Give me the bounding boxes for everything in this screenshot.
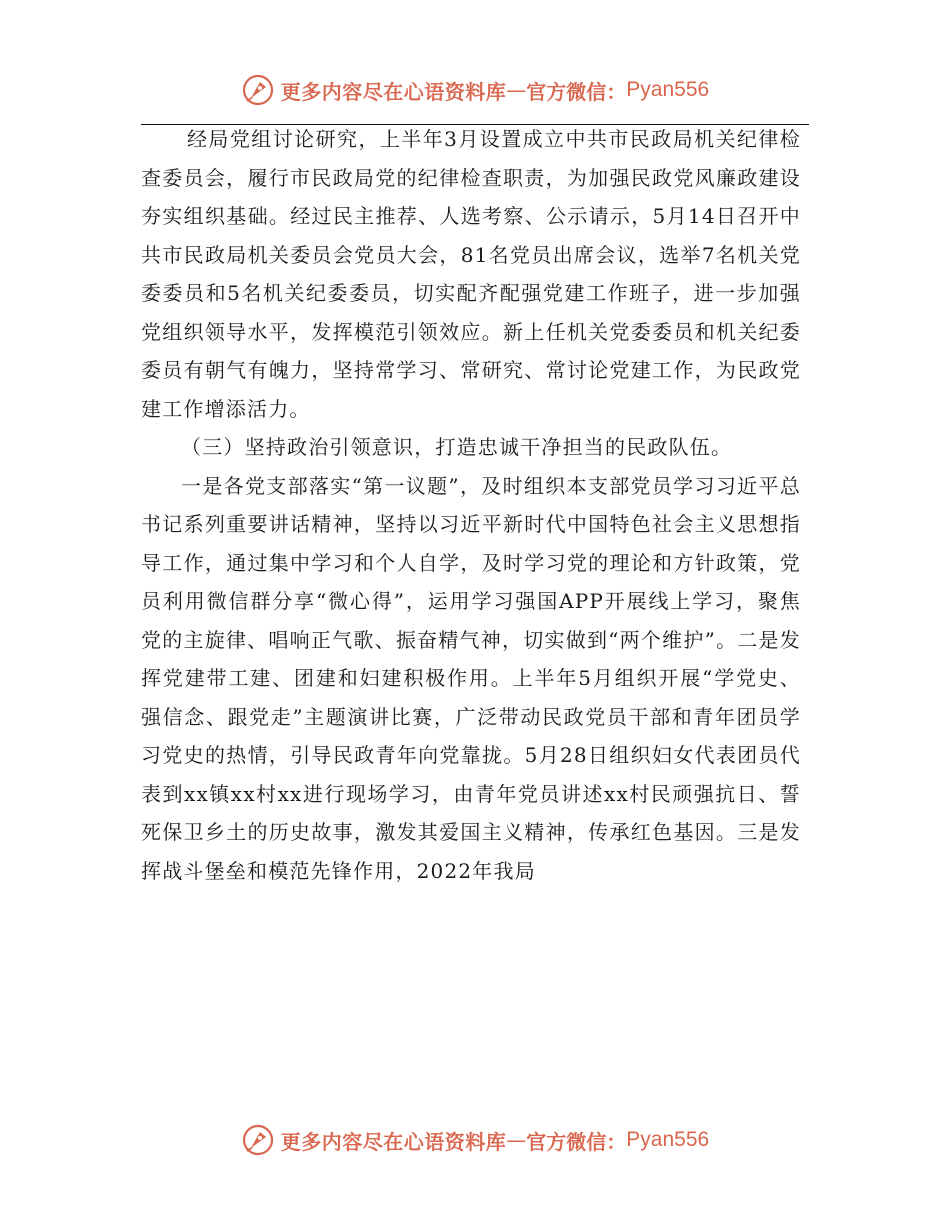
- header-watermark-banner: [0, 70, 950, 110]
- banner-wechat-id: Pyan556: [626, 1128, 710, 1151]
- banner-separator: —: [506, 78, 527, 102]
- banner-wechat-label: 官方微信：: [526, 1129, 627, 1154]
- banner-text: 更多内容尽在心语资料库: [280, 1129, 507, 1154]
- pen-nib-logo-icon: [241, 73, 275, 107]
- banner-separator: —: [506, 1128, 527, 1152]
- body-paragraph: 经局党组讨论研究，上半年3月设置成立中共市民政局机关纪律检查委员会，履行市民政局党的纪律检查职责，为加强民政党风廉政建设夯实组织基础。经过民主推荐、人选考察、公示请示，5月14日召开中共市民政局机关委员会党员大会，81名党员出席会议，选举7名机关党委委员和5名机关纪委委员，切实配齐配强党建工作班子，进一步加强党组织领导水平，发挥模范引领效应。新上任机关党委委员和机关纪委委员有朝气有魄力，坚持常学习、常研究、常讨论党建工作，为民政党建工作增添活力。: [141, 127, 801, 421]
- banner-wechat-id: Pyan556: [626, 78, 710, 101]
- banner-wechat-label: 官方微信：: [526, 79, 627, 104]
- banner-text: 更多内容尽在心语资料库: [280, 79, 507, 104]
- body-paragraph: 一是各党支部落实“第一议题”，及时组织本支部党员学习习近平总书记系列重要讲话精神，坚持以习近平新时代中国特色社会主义思想指导工作，通过集中学习和个人自学，及时学习党的理论和方针政策，党员利用微信群分享“微心得”，运用学习强国APP开展线上学习，聚焦党的主旋律、唱响正气歌、振奋精气神，切实做到“两个维护”。二是发挥党建带工建、团建和妇建积极作用。上半年5月组织开展“学党史、强信念、跟党走”主题演讲比赛，广泛带动民政党员干部和青年团员学习党史的热情，引导民政青年向党靠拢。5月28日组织妇女代表团员代表到xx镇xx村xx进行现场学习，由青年党员讲述xx村民顽强抗日、誓死保卫乡土的历史故事，激发其爱国主义精神，传承红色基因。三是发挥战斗堡垒和模范先锋作用，2022年我局: [141, 473, 801, 883]
- document-body: [141, 120, 801, 890]
- section-heading: （三）坚持政治引领意识，打造忠诚干净担当的民政队伍。: [181, 435, 733, 459]
- footer-watermark-banner: [0, 1120, 950, 1160]
- pen-nib-logo-icon: [241, 1123, 275, 1157]
